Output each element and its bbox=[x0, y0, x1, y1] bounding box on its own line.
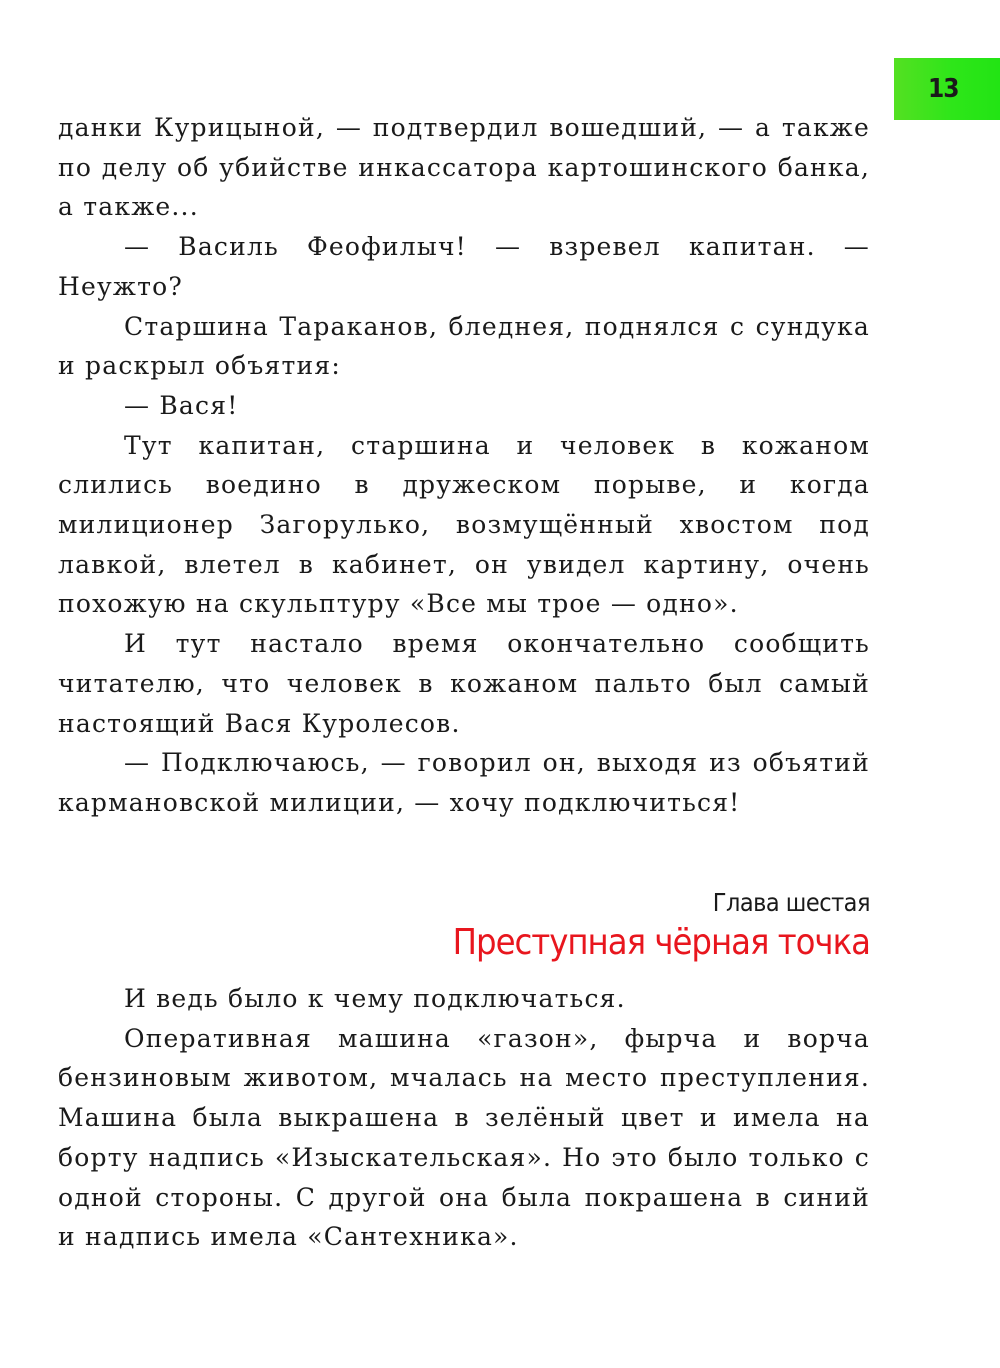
text-block-top bbox=[58, 108, 870, 823]
paragraph: — Подключаюсь, — говорил он, выходя из объятий кармановской милиции, — хочу подключиться! bbox=[58, 748, 870, 817]
paragraph: Оперативная машина «газон», фырча и ворча бензиновым животом, мчалась на место преступления. Машина была выкрашена в зелёный цвет и имела на борту надпись «Изыскательская». Но это было только с одной стороны. С другой она была покрашена в синий и надпись имела «Сантехника». bbox=[58, 1023, 870, 1252]
paragraph: — Вася! bbox=[124, 390, 239, 420]
paragraph: — Василь Феофилыч! — взревел капитан. — Неужто? bbox=[58, 232, 870, 301]
paragraph: данки Курицыной, — подтвердил вошедший, — а также по делу об убийстве инкассатора картошинского банка, а также... bbox=[58, 113, 870, 222]
paragraph: И тут настало время окончательно сообщить читателю, что человек в кожаном пальто был самый настоящий Вася Куролесов. bbox=[58, 629, 870, 738]
page-number-tab bbox=[894, 58, 1000, 120]
page-number: 13 bbox=[928, 74, 959, 104]
paragraph: И ведь было к чему подключаться. bbox=[124, 984, 626, 1013]
paragraph: Старшина Тараканов, бледнея, поднялся с сундука и раскрыл объятия: bbox=[58, 311, 870, 381]
text-block-bottom bbox=[58, 979, 870, 1257]
paragraph: Тут капитан, старшина и человек в кожаном слились воедино в дружеском порыве, и когда милиционер Загорулько, возмущённый хвостом под лавкой, влетел в кабинет, он увидел картину, очень похожую на скульптуру «Все мы трое — одно». bbox=[58, 430, 870, 619]
chapter-title: Преступная чёрная точка bbox=[452, 922, 870, 963]
chapter-label: Глава шестая bbox=[712, 888, 870, 917]
